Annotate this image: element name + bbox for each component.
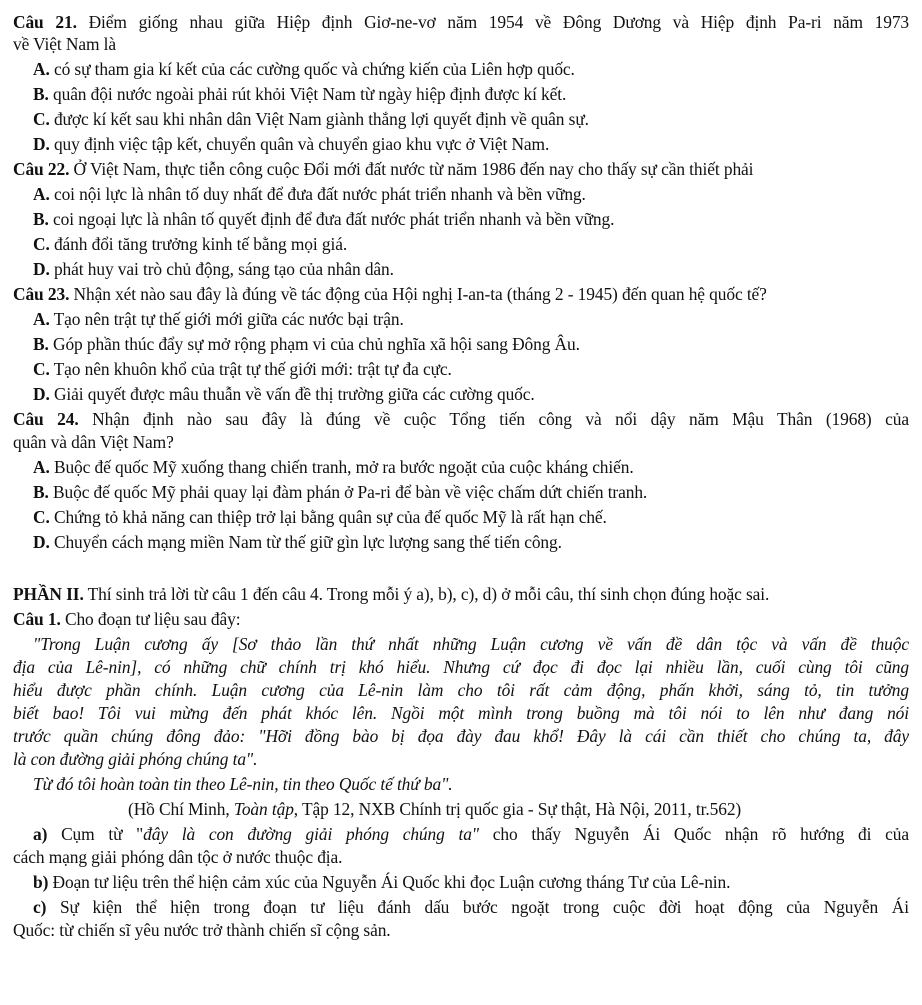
question-22-option-a: A. coi nội lực là nhân tố duy nhất để đưa đất nước phát triển nhanh và bền vững.: [33, 184, 586, 204]
question-number: Câu 23.: [13, 284, 70, 304]
question-23-option-d: D. Giải quyết được mâu thuẫn về vấn đề thị trường giữa các cường quốc.: [33, 384, 535, 404]
question-21-stem-line-2: về Việt Nam là: [13, 34, 116, 54]
question-21-option-d: D. quy định việc tập kết, chuyển quân và chuyển giao khu vực ở Việt Nam.: [33, 134, 550, 154]
quote-line-1: "Trong Luận cương ấy [Sơ thảo lần thứ nhất những Luận cương về vấn đề dân tộc và vấn đề thuộc: [33, 634, 909, 654]
question-24-option-b: B. Buộc đế quốc Mỹ phải quay lại đàm phán ở Pa-ri để bàn về việc chấm dứt chiến tranh.: [33, 482, 648, 502]
question-22-stem: Câu 22. Ở Việt Nam, thực tiễn công cuộc Đổi mới đất nước từ năm 1986 đến nay cho thấy sự cần thiết phải: [13, 159, 754, 179]
question-number: Câu 24.: [13, 409, 79, 429]
question-24-option-d: D. Chuyển cách mạng miền Nam từ thế giữ gìn lực lượng sang thế tiến công.: [33, 532, 562, 552]
question-23-option-b: B. Góp phần thúc đẩy sự mở rộng phạm vi của chủ nghĩa xã hội sang Đông Âu.: [33, 334, 580, 354]
quote-line-3: hiểu được phần chính. Luận cương của Lê-nin làm cho tôi rất cảm động, phấn khởi, sáng tỏ, tin tưởng: [13, 680, 909, 700]
quote-line-5: trước quần chúng đông đảo: "Hỡi đồng bào bị đọa đày đau khổ! Đây là cái cần thiết cho chúng ta, đây: [13, 726, 909, 746]
question-number: Câu 21.: [13, 12, 77, 32]
question-21-option-a: A. có sự tham gia kí kết của các cường quốc và chứng kiến của Liên hợp quốc.: [33, 59, 575, 79]
question-23-option-a: A. Tạo nên trật tự thế giới mới giữa các nước bại trận.: [33, 309, 404, 329]
quote-line-6: là con đường giải phóng chúng ta".: [13, 749, 258, 769]
statement-b: b) Đoạn tư liệu trên thể hiện cảm xúc của Nguyễn Ái Quốc khi đọc Luận cương tháng Tư của Lê-nin.: [33, 872, 731, 892]
question-23-stem: Câu 23. Nhận xét nào sau đây là đúng về tác động của Hội nghị I-an-ta (tháng 2 - 1945) đến quan hệ quốc tế?: [13, 284, 767, 304]
question-23-option-c: C. Tạo nên khuôn khổ của trật tự thế giới mới: trật tự đa cực.: [33, 359, 452, 379]
question-24-stem-line-2: quân và dân Việt Nam?: [13, 432, 174, 452]
statement-c-line-1: c) Sự kiện thể hiện trong đoạn tư liệu đánh dấu bước ngoặt trong cuộc đời hoạt động của Nguyễn Ái: [33, 897, 909, 917]
statement-c-line-2: Quốc: từ chiến sĩ yêu nước trở thành chiến sĩ cộng sản.: [13, 920, 391, 940]
question-21-stem-line-1: Câu 21. Điểm giống nhau giữa Hiệp định Giơ-ne-vơ năm 1954 về Đông Dương và Hiệp định Pa-ri năm 1973: [13, 12, 910, 32]
question-22-option-d: D. phát huy vai trò chủ động, sáng tạo của nhân dân.: [33, 259, 394, 279]
question-21-option-c: C. được kí kết sau khi nhân dân Việt Nam giành thắng lợi quyết định về quân sự.: [33, 109, 589, 129]
part-2-question-1: Câu 1. Cho đoạn tư liệu sau đây:: [13, 609, 241, 629]
question-number: Câu 22.: [13, 159, 70, 179]
quote-line-7: Từ đó tôi hoàn toàn tin theo Lê-nin, tin theo Quốc tế thứ ba".: [33, 774, 453, 794]
question-21-option-b: B. quân đội nước ngoài phải rút khỏi Việt Nam từ ngày hiệp định được kí kết.: [33, 84, 567, 104]
question-24-stem-line-1: Câu 24. Nhận định nào sau đây là đúng về cuộc Tổng tiến công và nổi dậy năm Mậu Thân (1968) của: [13, 409, 909, 429]
part-2-heading: PHẦN II. Thí sinh trả lời từ câu 1 đến câu 4. Trong mỗi ý a), b), c), d) ở mỗi câu, thí sinh chọn đúng hoặc sai.: [13, 584, 770, 604]
quote-line-2: địa của Lê-nin], có những chữ chính trị khó hiểu. Nhưng cứ đọc đi đọc lại nhiều lần, cuối cùng tôi cũng: [13, 657, 909, 677]
quote-citation: (Hồ Chí Minh, Toàn tập, Tập 12, NXB Chính trị quốc gia - Sự thật, Hà Nội, 2011, tr.562): [128, 799, 742, 819]
question-22-option-c: C. đánh đổi tăng trưởng kinh tế bằng mọi giá.: [33, 234, 348, 254]
quote-line-4: biết bao! Tôi vui mừng đến phát khóc lên. Ngồi một mình trong buồng mà tôi nói to lên như đang nói: [13, 703, 909, 723]
statement-a-line-1: a) Cụm từ "đây là con đường giải phóng chúng ta" cho thấy Nguyễn Ái Quốc nhận rõ hướng đi của: [33, 824, 909, 844]
question-22-option-b: B. coi ngoại lực là nhân tố quyết định để đưa đất nước phát triển nhanh và bền vững.: [33, 209, 615, 229]
question-24-option-c: C. Chứng tỏ khả năng can thiệp trở lại bằng quân sự của đế quốc Mỹ là rất hạn chế.: [33, 507, 607, 527]
question-24-option-a: A. Buộc đế quốc Mỹ xuống thang chiến tranh, mở ra bước ngoặt của cuộc kháng chiến.: [33, 457, 634, 477]
statement-a-line-2: cách mạng giải phóng dân tộc ở nước thuộc địa.: [13, 847, 343, 867]
